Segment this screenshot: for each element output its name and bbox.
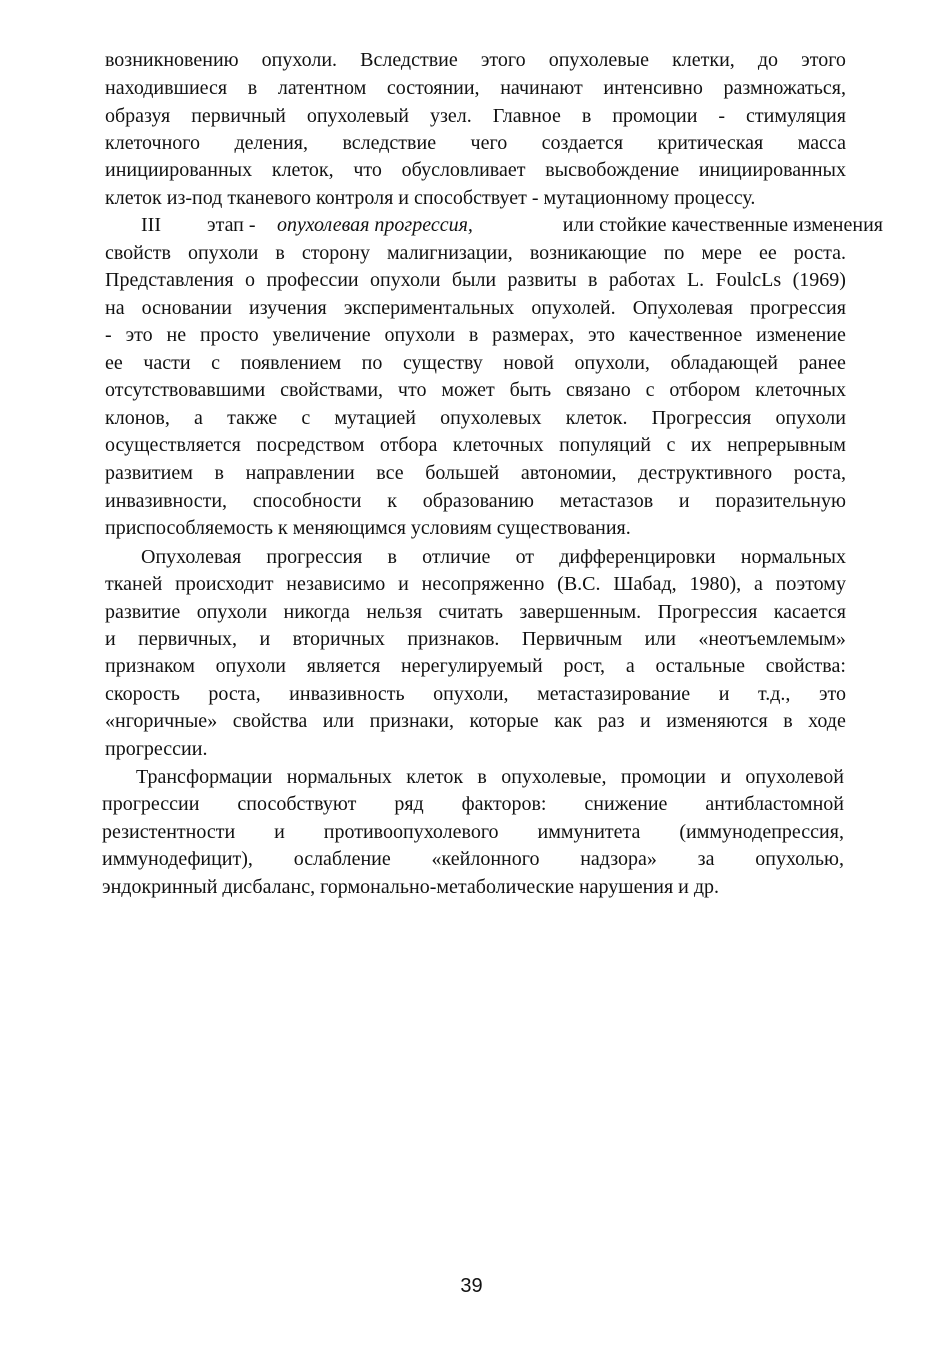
word: Вследствие <box>360 49 458 71</box>
word: в <box>783 710 793 732</box>
text-line <box>105 267 846 293</box>
word: в <box>588 269 598 291</box>
word: снижение <box>584 793 668 815</box>
word: может <box>441 379 495 401</box>
word: направлении <box>245 462 355 484</box>
word: малигнизации, <box>387 242 513 264</box>
word: свойства <box>232 710 308 732</box>
word: это <box>125 324 153 346</box>
word: ходе <box>808 710 846 732</box>
word: Трансформации <box>136 766 273 788</box>
word: резистентности <box>102 821 236 843</box>
word: и <box>718 683 730 705</box>
word: прогрессии <box>102 793 200 815</box>
word: латентном <box>277 77 367 99</box>
word: изменение <box>756 324 846 346</box>
word: остальные <box>655 655 746 677</box>
word: нормальных <box>740 546 846 568</box>
word: нерегулируемый <box>401 655 543 677</box>
word: новой <box>503 352 554 374</box>
text-line: клеток из-под тканевого контроля и способствует - мутационному процессу. <box>105 187 756 209</box>
word: несопряженно <box>421 573 545 595</box>
word: Главное <box>492 105 561 127</box>
text-line <box>105 47 846 73</box>
stage-heading-line <box>141 212 883 238</box>
word: или <box>644 628 676 650</box>
word: поразительную <box>715 490 846 512</box>
word: развитием <box>105 462 193 484</box>
word: популяций <box>559 434 651 456</box>
word: опухоли <box>370 269 441 291</box>
word: Шабад, <box>613 573 677 595</box>
word: прогрессия <box>266 546 363 568</box>
word: вследствие <box>342 132 437 154</box>
word: и <box>274 821 285 843</box>
word: работах <box>608 269 676 291</box>
word: тканей <box>105 573 163 595</box>
word: с <box>211 352 221 374</box>
word: клеток. <box>565 407 628 429</box>
word: (иммунодепрессия, <box>679 821 844 843</box>
word: изменяются <box>666 710 768 732</box>
word: отличие <box>422 546 491 568</box>
word: интенсивно <box>603 77 703 99</box>
word: поэтому <box>775 573 846 595</box>
word: и <box>720 766 732 788</box>
word: опухоли <box>188 242 259 264</box>
word: способствуют <box>237 793 357 815</box>
word: опухоли <box>384 324 455 346</box>
text-line <box>105 295 846 321</box>
word: и <box>259 628 271 650</box>
word: существу <box>402 352 483 374</box>
word: а <box>194 407 203 429</box>
word: роста, <box>208 683 261 705</box>
word: роста. <box>793 242 846 264</box>
text-line <box>105 488 846 514</box>
word: опухоли <box>196 601 268 623</box>
word: свойств <box>105 242 171 264</box>
text-line <box>102 791 844 817</box>
word: инвазивности, <box>105 490 228 512</box>
word: размерах, <box>492 324 575 346</box>
word: от <box>515 546 535 568</box>
text-line <box>105 432 846 458</box>
word: начинают <box>500 77 583 99</box>
word: ослабление <box>293 848 391 870</box>
stage-term: опухолевая прогрессия, <box>277 214 473 236</box>
word: (В.С. <box>557 573 601 595</box>
word: Прогрессия <box>657 601 758 623</box>
word: были <box>451 269 497 291</box>
word: Опухолевая <box>632 297 733 319</box>
text-line <box>105 460 846 486</box>
word: с <box>666 434 676 456</box>
word: связано <box>565 379 631 401</box>
word: стимуляция <box>746 105 846 127</box>
word: независимо <box>286 573 386 595</box>
stage-word: этап - <box>207 214 256 236</box>
word: считать <box>438 601 503 623</box>
word: отсутствовавшими <box>105 379 266 401</box>
word: увеличение <box>272 324 371 346</box>
word: иммунитета <box>537 821 641 843</box>
word: а <box>625 655 635 677</box>
text-line <box>105 681 846 707</box>
word: дифференцировки <box>559 546 716 568</box>
word: критическая <box>657 132 764 154</box>
word: с <box>301 407 311 429</box>
word: по <box>361 352 383 374</box>
word: «кейлонного <box>431 848 540 870</box>
text-line <box>105 157 846 183</box>
word: что <box>353 159 382 181</box>
word: в <box>581 105 592 127</box>
word: инвазивность <box>289 683 405 705</box>
word: качественное <box>628 324 743 346</box>
word: 1980), <box>689 573 742 595</box>
word: прогрессия <box>750 297 846 319</box>
word: части <box>143 352 191 374</box>
page-number: 39 <box>460 1275 483 1297</box>
word: узел. <box>429 105 472 127</box>
word: возникающие <box>529 242 647 264</box>
word: этого <box>801 49 846 71</box>
word: является <box>306 655 381 677</box>
word: опухолевый <box>306 105 409 127</box>
text-line: приспособляемость к меняющимся условиям существования. <box>105 517 631 539</box>
word: промоции <box>620 766 706 788</box>
word: а <box>753 573 763 595</box>
word: о <box>245 269 256 291</box>
word: клеточного <box>105 132 200 154</box>
word: большей <box>425 462 500 484</box>
word: мутацией <box>334 407 416 429</box>
text-line <box>105 599 846 625</box>
word: свойства: <box>765 655 846 677</box>
word: опухоли, <box>574 352 650 374</box>
word: скорость <box>105 683 180 705</box>
word: свойствами, <box>280 379 384 401</box>
word: признаки, <box>369 710 454 732</box>
text-line <box>105 708 846 734</box>
text-line <box>105 377 846 403</box>
word: происходит <box>175 573 274 595</box>
stage-rest: или стойкие качественные изменения <box>562 214 883 236</box>
word: этого <box>480 49 526 71</box>
word: до <box>757 49 779 71</box>
word: клеточных <box>755 379 846 401</box>
word: роста, <box>793 462 846 484</box>
word: признаком <box>105 655 195 677</box>
text-line <box>105 130 846 156</box>
word: и <box>398 573 409 595</box>
word: иммунодефицит), <box>102 848 253 870</box>
word: отбора <box>379 434 438 456</box>
word: возникновению <box>105 49 239 71</box>
word: опухоли. <box>261 49 338 71</box>
word: образуя <box>105 105 171 127</box>
word: как <box>554 710 583 732</box>
word: или <box>322 710 355 732</box>
word: факторов: <box>461 793 547 815</box>
word: это <box>587 324 616 346</box>
word: с <box>645 379 655 401</box>
word: экспериментальных <box>343 297 515 319</box>
word: антибластомной <box>705 793 844 815</box>
word: профессии <box>266 269 359 291</box>
word: не <box>166 324 187 346</box>
word: в <box>387 546 397 568</box>
word: промоции <box>612 105 698 127</box>
word: никогда <box>283 601 350 623</box>
word: непрерывным <box>727 434 846 456</box>
word: ее <box>105 352 123 374</box>
word: опухоли <box>215 655 287 677</box>
word: опухолевых <box>440 407 542 429</box>
word: клеток <box>406 766 464 788</box>
word: первичных, <box>138 628 238 650</box>
word: образованию <box>422 490 534 512</box>
word: просто <box>200 324 259 346</box>
word: изучения <box>249 297 327 319</box>
word: клеточных <box>452 434 544 456</box>
word: (1969) <box>792 269 846 291</box>
text-line <box>105 653 846 679</box>
word: развитие <box>105 601 181 623</box>
word: состоянии, <box>386 77 480 99</box>
word: опухолью, <box>755 848 844 870</box>
word: завершенным. <box>519 601 642 623</box>
word: вторичных <box>292 628 385 650</box>
word: находившиеся <box>105 77 228 99</box>
text-line <box>105 405 846 431</box>
word: и <box>678 490 690 512</box>
text-line <box>141 544 846 570</box>
word: за <box>697 848 715 870</box>
word: инициированных <box>105 159 253 181</box>
word: к <box>387 490 397 512</box>
word: Первичным <box>521 628 623 650</box>
text-line <box>136 764 844 790</box>
word: надзора» <box>580 848 657 870</box>
word: клетки, <box>672 49 735 71</box>
word: деструктивного <box>638 462 773 484</box>
word: чего <box>470 132 508 154</box>
word: в <box>247 77 258 99</box>
word: в <box>214 462 224 484</box>
word: раз <box>597 710 625 732</box>
word: нельзя <box>366 601 423 623</box>
word: деления, <box>234 132 308 154</box>
word: появлением <box>240 352 342 374</box>
word: противоопухолевого <box>323 821 499 843</box>
word: что <box>397 379 427 401</box>
text-line <box>105 350 846 376</box>
word: быть <box>509 379 552 401</box>
word: ряд <box>394 793 424 815</box>
text-line: прогрессии. <box>105 738 208 760</box>
word: осуществляется <box>105 434 241 456</box>
word: клонов, <box>105 407 170 429</box>
word: метастазов <box>559 490 654 512</box>
word: автономии, <box>520 462 617 484</box>
word: все <box>376 462 404 484</box>
stage-numeral: III <box>141 214 161 236</box>
word: также <box>227 407 278 429</box>
word: сторону <box>301 242 370 264</box>
word: признаков. <box>407 628 500 650</box>
text-line: эндокринный дисбаланс, гормонально-метаболические нарушения и др. <box>102 876 720 898</box>
word: способности <box>252 490 362 512</box>
text-line <box>102 819 844 845</box>
word: обусловливает <box>401 159 526 181</box>
word: - <box>105 324 112 346</box>
word: и <box>639 710 651 732</box>
word: клеток, <box>271 159 334 181</box>
text-line <box>105 571 846 597</box>
word: инициированных <box>698 159 846 181</box>
word: их <box>690 434 712 456</box>
word: опухолей. <box>531 297 616 319</box>
word: т.д., <box>757 683 791 705</box>
word: ее <box>758 242 777 264</box>
word: отбором <box>669 379 741 401</box>
word: L. <box>686 269 705 291</box>
word: рост, <box>563 655 606 677</box>
word: которые <box>469 710 539 732</box>
word: посредством <box>256 434 365 456</box>
text-line <box>105 103 846 129</box>
word: - <box>718 105 726 127</box>
word: метастазирование <box>537 683 691 705</box>
word: размножаться, <box>723 77 846 99</box>
word: обладающей <box>670 352 778 374</box>
word: опухолевой <box>745 766 844 788</box>
word: развиты <box>507 269 577 291</box>
word: «нгоричные» <box>105 710 218 732</box>
word: создается <box>541 132 624 154</box>
text-line <box>105 322 846 348</box>
text-line <box>105 626 846 652</box>
word: по <box>663 242 685 264</box>
word: опухоли <box>775 407 846 429</box>
word: «неотъемлемым» <box>698 628 846 650</box>
text-line <box>102 846 844 872</box>
word: высвобождение <box>545 159 680 181</box>
word: и <box>105 628 116 650</box>
word: опухоли, <box>433 683 509 705</box>
word: касается <box>773 601 846 623</box>
word: в <box>468 324 479 346</box>
word: Прогрессия <box>651 407 752 429</box>
text-line <box>105 75 846 101</box>
word: ранее <box>798 352 846 374</box>
word: Представления <box>105 269 234 291</box>
word: мере <box>701 242 742 264</box>
word: опухолевые <box>548 49 649 71</box>
word: опухолевые, <box>501 766 607 788</box>
word: в <box>275 242 285 264</box>
word: масса <box>797 132 846 154</box>
word: основании <box>141 297 232 319</box>
word: нормальных <box>286 766 392 788</box>
word: Опухолевая <box>141 546 242 568</box>
word: на <box>105 297 125 319</box>
word: это <box>818 683 846 705</box>
word: FoulcLs <box>715 269 782 291</box>
word: первичный <box>191 105 286 127</box>
text-line <box>105 240 846 266</box>
word: в <box>477 766 487 788</box>
